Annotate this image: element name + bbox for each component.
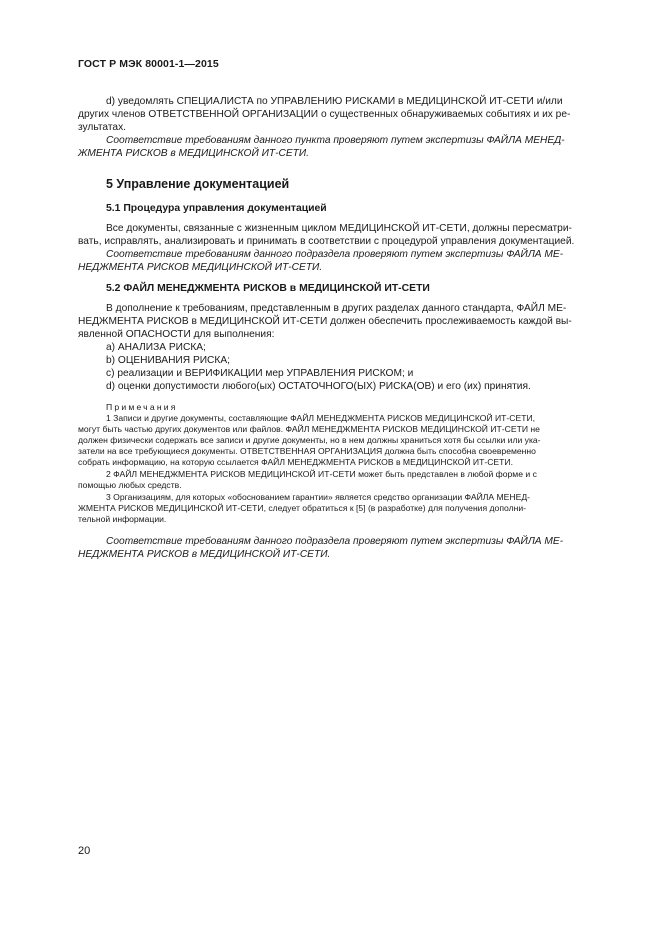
section-heading: 5 Управление документацией — [106, 177, 290, 191]
note-line: 3 Организациям, для которых «обоснованием гарантии» является средство организации ФАЙЛА МЕНЕД- — [106, 492, 531, 502]
note-line: 1 Записи и другие документы, составляющие ФАЙЛ МЕНЕДЖМЕНТА РИСКОВ МЕДИЦИНСКОЙ ИТ-СЕТИ, — [106, 413, 536, 423]
note-line: тельной информации. — [78, 514, 167, 524]
paragraph-line: В дополнение к требованиям, представленным в других разделах данного стандарта, ФАЙЛ МЕ- — [106, 303, 567, 314]
compliance-line: Соответствие требованиям данного пункта проверяют путем экспертизы ФАЙЛА МЕНЕД- — [106, 135, 565, 146]
intro-line: других членов ОТВЕТСТВЕННОЙ ОРГАНИЗАЦИИ о существенных обнаруживаемых событиях и их ре- — [78, 109, 571, 120]
paragraph-line: НЕДЖМЕНТА РИСКОВ в МЕДИЦИНСКОЙ ИТ-СЕТИ должен обеспечить прослеживаемость каждой вы- — [78, 316, 572, 327]
paragraph-line: явленной ОПАСНОСТИ для выполнения: — [78, 329, 275, 340]
note-line: могут быть частью других документов или файлов. ФАЙЛ МЕНЕДЖМЕНТА РИСКОВ МЕДИЦИНСКОЙ ИТ-СЕТИ не — [78, 424, 540, 434]
note-line: ЖМЕНТА РИСКОВ МЕДИЦИНСКОЙ ИТ-СЕТИ, следует обратиться к [5] (в разработке) для получения дополни- — [78, 503, 526, 513]
document-header: ГОСТ Р МЭК 80001-1—2015 — [78, 58, 219, 70]
compliance-line: ЖМЕНТА РИСКОВ в МЕДИЦИНСКОЙ ИТ-СЕТИ. — [78, 148, 309, 159]
notes-heading: Примечания — [106, 402, 178, 412]
intro-line: зультатах. — [78, 122, 127, 133]
note-line: должен физически содержать все записи и другие документы, но в нем должны храниться хотя бы ссылки или ука- — [78, 435, 541, 445]
subsection-heading: 5.1 Процедура управления документацией — [106, 203, 327, 214]
subsection-heading: 5.2 ФАЙЛ МЕНЕДЖМЕНТА РИСКОВ в МЕДИЦИНСКОЙ ИТ-СЕТИ — [106, 283, 430, 294]
page-number: 20 — [78, 845, 91, 857]
list-item: d) оценки допустимости любого(ых) ОСТАТОЧНОГО(ЫХ) РИСКА(ОВ) и его (их) принятия. — [106, 381, 531, 392]
note-line: помощью любых средств. — [78, 480, 182, 490]
note-line: затели на все требующиеся документы. ОТВЕТСТВЕННАЯ ОРГАНИЗАЦИЯ должна быть способна своевременно — [78, 446, 536, 456]
note-line: 2 ФАЙЛ МЕНЕДЖМЕНТА РИСКОВ МЕДИЦИНСКОЙ ИТ-СЕТИ может быть представлен в любой форме и с — [106, 469, 537, 479]
compliance-line: НЕДЖМЕНТА РИСКОВ в МЕДИЦИНСКОЙ ИТ-СЕТИ. — [78, 549, 331, 560]
intro-line: d) уведомлять СПЕЦИАЛИСТА по УПРАВЛЕНИЮ РИСКАМИ в МЕДИЦИНСКОЙ ИТ-СЕТИ и/или — [106, 96, 563, 107]
compliance-line: НЕДЖМЕНТА РИСКОВ МЕДИЦИНСКОЙ ИТ-СЕТИ. — [78, 262, 323, 273]
compliance-line: Соответствие требованиям данного подраздела проверяют путем экспертизы ФАЙЛА МЕ- — [106, 536, 564, 547]
list-item: a) АНАЛИЗА РИСКА; — [106, 342, 206, 353]
list-item: b) ОЦЕНИВАНИЯ РИСКА; — [106, 355, 230, 366]
list-item: c) реализации и ВЕРИФИКАЦИИ мер УПРАВЛЕНИЯ РИСКОМ; и — [106, 368, 414, 379]
note-line: собрать информацию, на которую ссылается ФАЙЛ МЕНЕДЖМЕНТА РИСКОВ в МЕДИЦИНСКОЙ ИТ-СЕТИ. — [78, 457, 513, 467]
compliance-line: Соответствие требованиям данного подраздела проверяют путем экспертизы ФАЙЛА МЕ- — [106, 249, 564, 260]
paragraph-line: Все документы, связанные с жизненным циклом МЕДИЦИНСКОЙ ИТ-СЕТИ, должны пересматри- — [106, 223, 572, 234]
paragraph-line: вать, исправлять, анализировать и принимать в соответствии с процедурой управления документацией. — [78, 236, 575, 247]
